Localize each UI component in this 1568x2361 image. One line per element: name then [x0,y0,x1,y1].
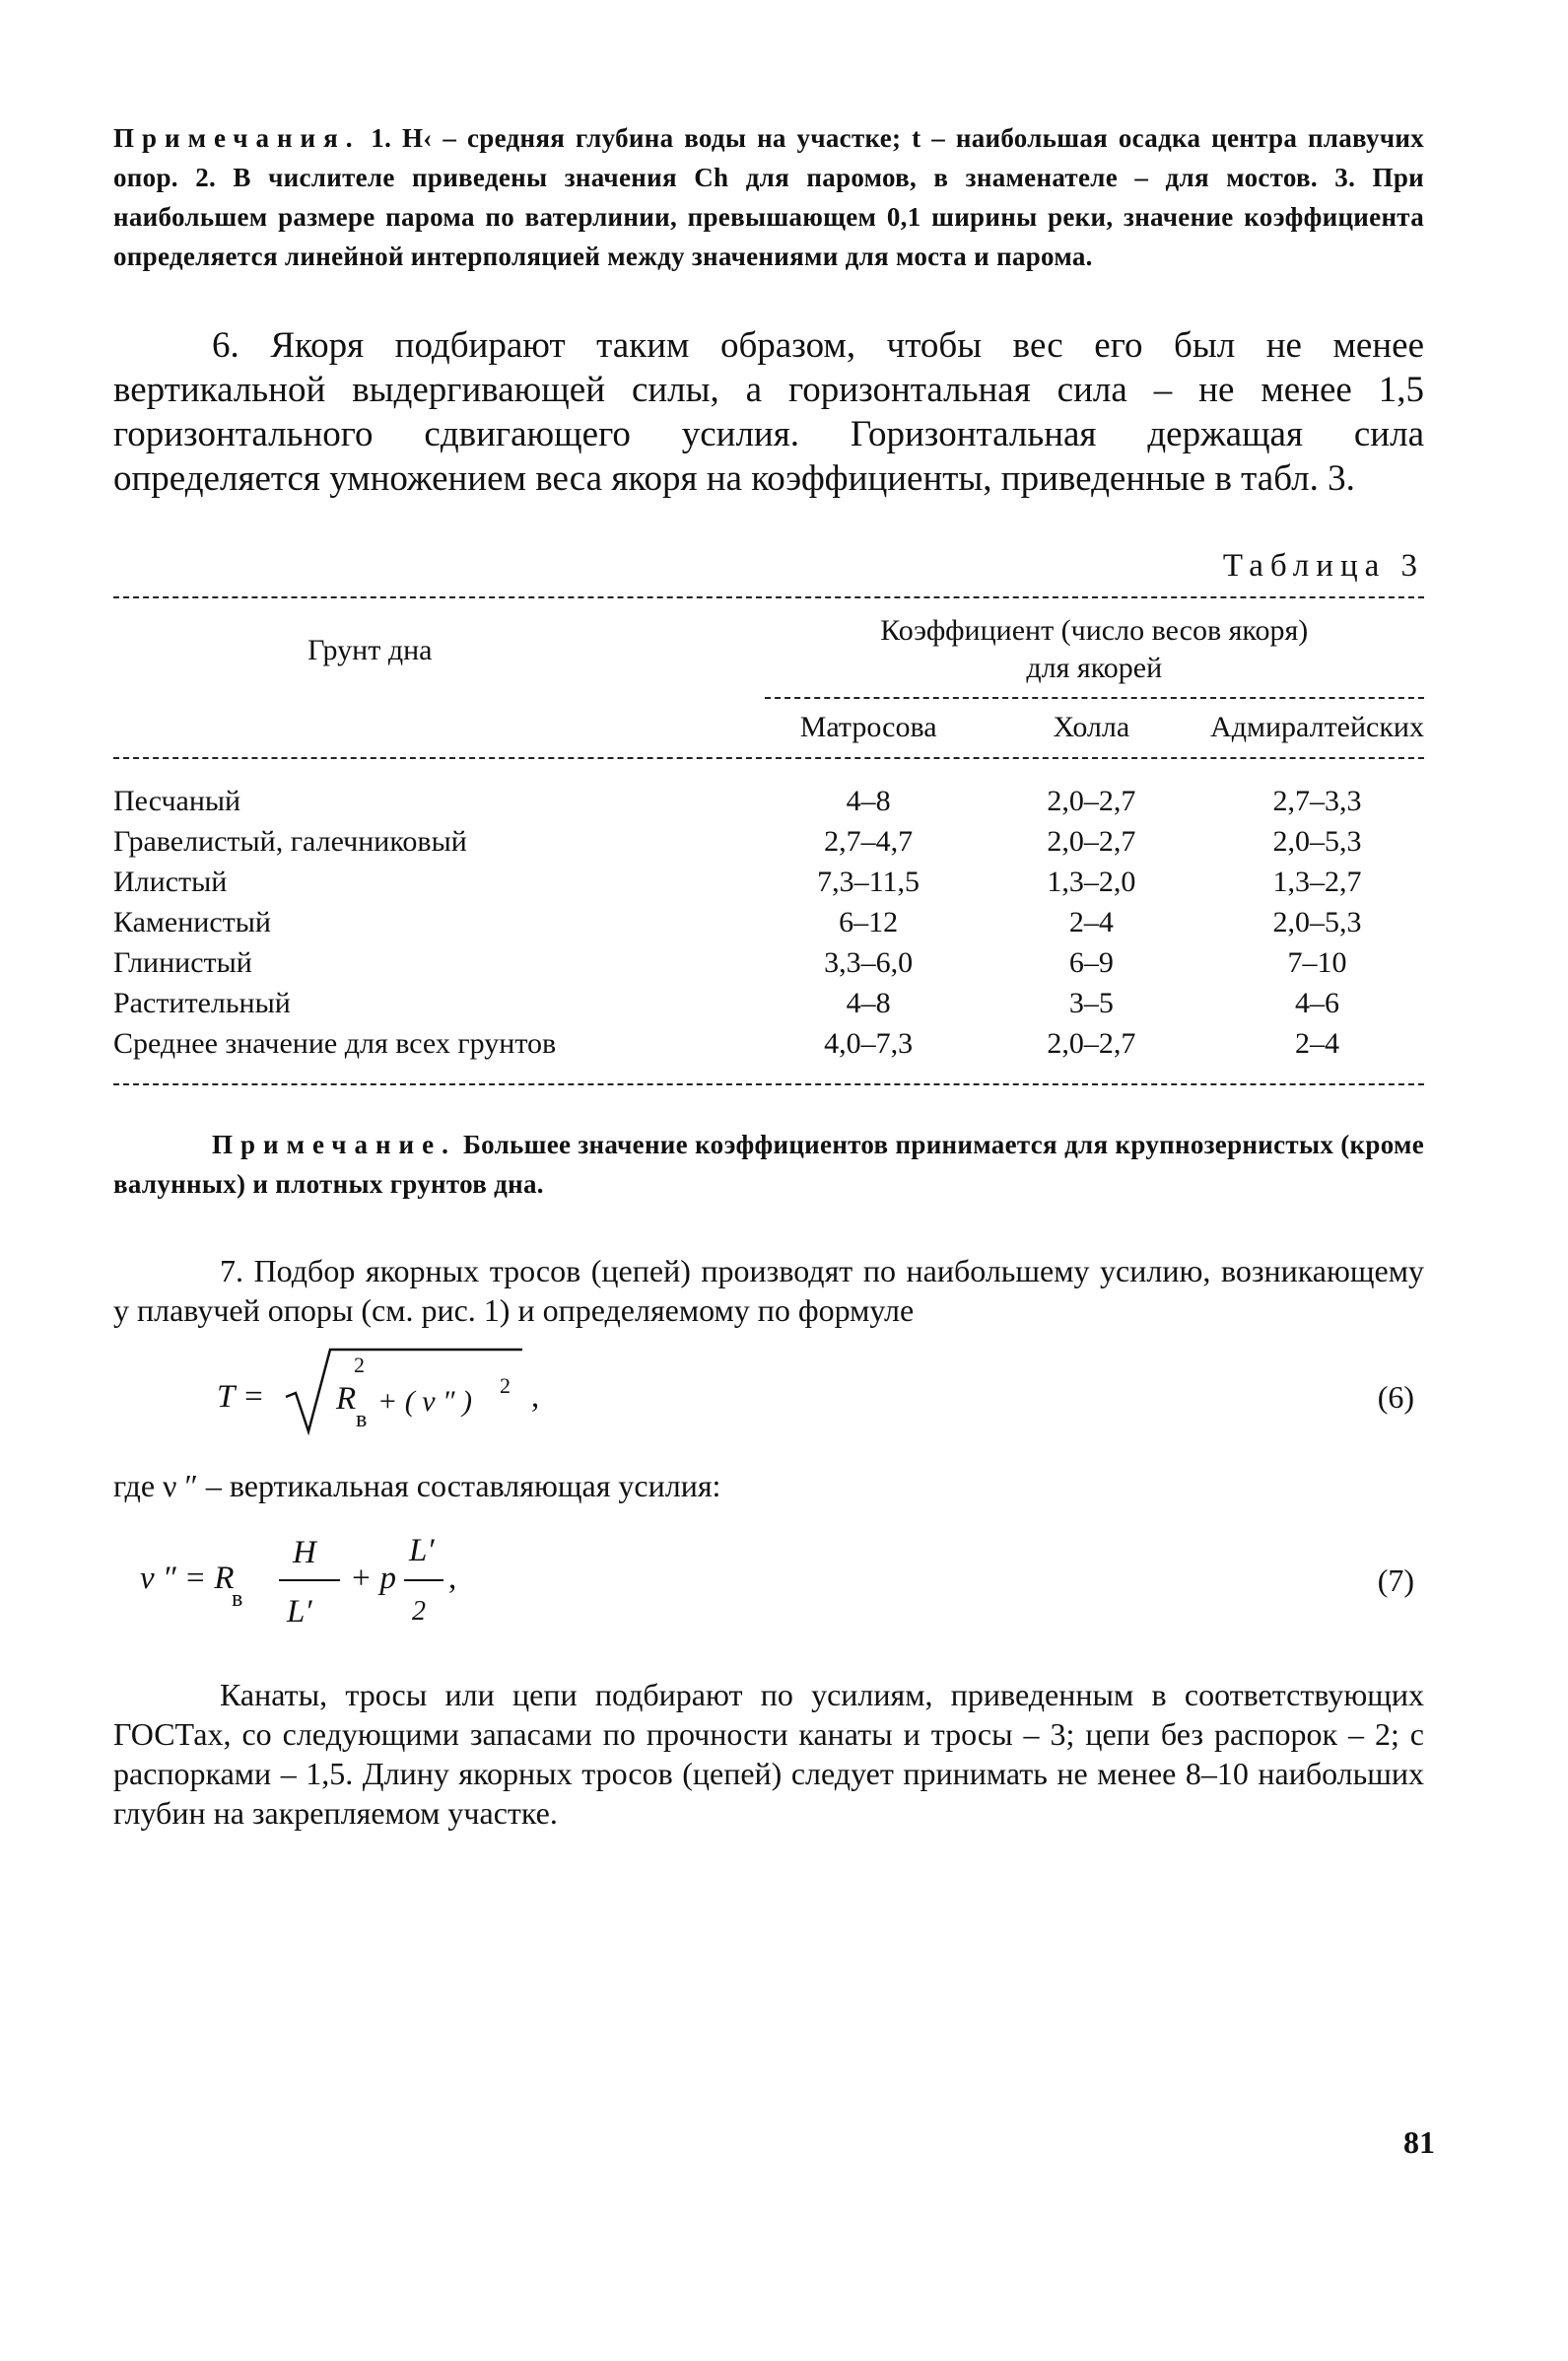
row-ground: Каменистый [113,906,271,938]
row-value: 2–4 [1295,1027,1340,1060]
table-note-text: Большее значение коэффициентов принимается для крупнозернистых (кроме валунных) и плотных грунтов дна. [113,1130,1424,1199]
formula-6-exp: 2 [354,1353,365,1377]
formula-7 [113,1525,1424,1653]
header-col-matrosov: Матросова [799,711,937,743]
formula-6-plus: + ( ν ″ ) [377,1385,473,1418]
table-row [113,862,1424,902]
table-note-label: Примечание. [212,1130,456,1159]
table-caption: Таблица 3 [1222,548,1424,584]
row-value: 2,0–5,3 [1272,825,1362,858]
table-row [113,821,1424,862]
formula-7-two: 2 [412,1596,426,1627]
row-ground: Гравелистый, галечниковый [113,825,467,858]
formula-6-number: (6) [1377,1379,1414,1415]
formula-7-h: H [293,1535,316,1570]
notes-top [113,118,1424,276]
row-value: 4–8 [846,987,891,1019]
row-value: 2,0–2,7 [1047,825,1136,858]
anchor-coefficient-table [113,598,1424,1085]
row-value: 6–12 [839,906,899,938]
row-value: 1,3–2,0 [1047,866,1136,898]
formula-6-graphic [113,1338,1424,1446]
header-ground: Грунт дна [307,633,433,666]
row-value: 7–10 [1287,946,1347,979]
table-row [113,1023,1424,1064]
formula-6-lhs: T = [217,1379,265,1415]
table-row [113,781,1424,821]
row-value: 6–9 [1068,946,1114,979]
table-row [113,942,1424,983]
formula-6 [113,1338,1424,1446]
formula-7-number: (7) [1377,1562,1414,1598]
paragraph-7: 7. Подбор якорных тросов (цепей) производят по наибольшему усилию, возникающему у плавучей опоры (см. рис. 1) и определяемому по формуле [113,1253,1424,1328]
table-row [113,983,1424,1023]
where-text: где ν ″ – вертикальная составляющая усилия: [113,1468,721,1503]
page-number: 81 [1403,2124,1435,2160]
row-value: 3–5 [1068,987,1114,1019]
row-ground: Илистый [113,866,228,898]
row-value: 3,3–6,0 [824,946,914,979]
header-col-admiralty: Адмиралтейских [1210,711,1424,743]
header-coefficient-line1: Коэффициент (число весов якоря) [880,614,1309,647]
row-value: 2,7–3,3 [1272,785,1362,817]
row-value: 4,0–7,3 [824,1027,914,1060]
row-value: 2,0–5,3 [1272,906,1362,938]
row-value: 2,0–2,7 [1047,1027,1136,1060]
notes-text: 1. H‹ – средняя глубина воды на участке; t – наибольшая осадка центра плавучих опор. 2. В числителе приведены значения Ch для паромов, в знаменателе – для мостов. 3. При наибольшем размере парома по ватерлинии, превышающем 0,1 ширины реки, значение коэффициента определяется линейной интерполяцией между значениями для моста и парома. [113,123,1424,271]
formula-6-r: R [336,1381,357,1417]
formula-7-lprime: L′ [287,1594,312,1630]
header-coefficient [765,598,1424,687]
formula-6-comma: , [531,1379,540,1415]
row-ground: Глинистый [113,946,252,979]
row-ground: Растительный [113,987,291,1019]
formula-6-sub: в [356,1407,368,1432]
formula-6-square: 2 [500,1373,511,1398]
row-value: 7,3–11,5 [817,866,920,898]
formula-7-l2: L′ [409,1533,435,1568]
row-value: 2,7–4,7 [824,825,914,858]
header-col-holl: Холла [1053,711,1130,743]
header-coefficient-line2: для якорей [1026,652,1163,684]
row-value: 1,3–2,7 [1272,866,1362,898]
row-value: 2,0–2,7 [1047,785,1136,817]
page-content [113,118,1424,1833]
row-value: 2–4 [1068,906,1114,938]
formula-7-sub: в [232,1586,243,1612]
row-value: 4–8 [846,785,891,817]
table-row [113,902,1424,942]
row-ground: Среднее значение для всех грунтов [113,1027,557,1060]
notes-label: Примечания. [113,123,361,153]
formula-7-comma: , [448,1561,457,1596]
formula-7-plusp: + p [350,1561,397,1596]
formula-7-lhs: ν ″ = R [140,1561,235,1596]
paragraph-6: 6. Якоря подбирают таким образом, чтобы вес его был не менее вертикальной выдергивающей силы, а горизонтальная сила – не менее 1,5 горизонтального сдвигающего усилия. Горизонтальная держащая сила определяется умножением веса якоря на коэффициенты, приведенные в табл. 3. [113,325,1424,499]
row-value: 4–6 [1295,987,1340,1019]
table-note [113,1125,1424,1204]
table-bottom-rule [113,1083,1424,1085]
paragraph-final: Канаты, тросы или цепи подбирают по усилиям, приведенным в соответствующих ГОСТах, со следующими запасами по прочности канаты и тросы – 3; цепи без распорок – 2; с распорками – 1,5. Длину якорных тросов (цепей) следует принимать не менее 8–10 наибольших глубин на закрепляемом участке. [113,1677,1424,1831]
row-ground: Песчаный [113,785,241,817]
